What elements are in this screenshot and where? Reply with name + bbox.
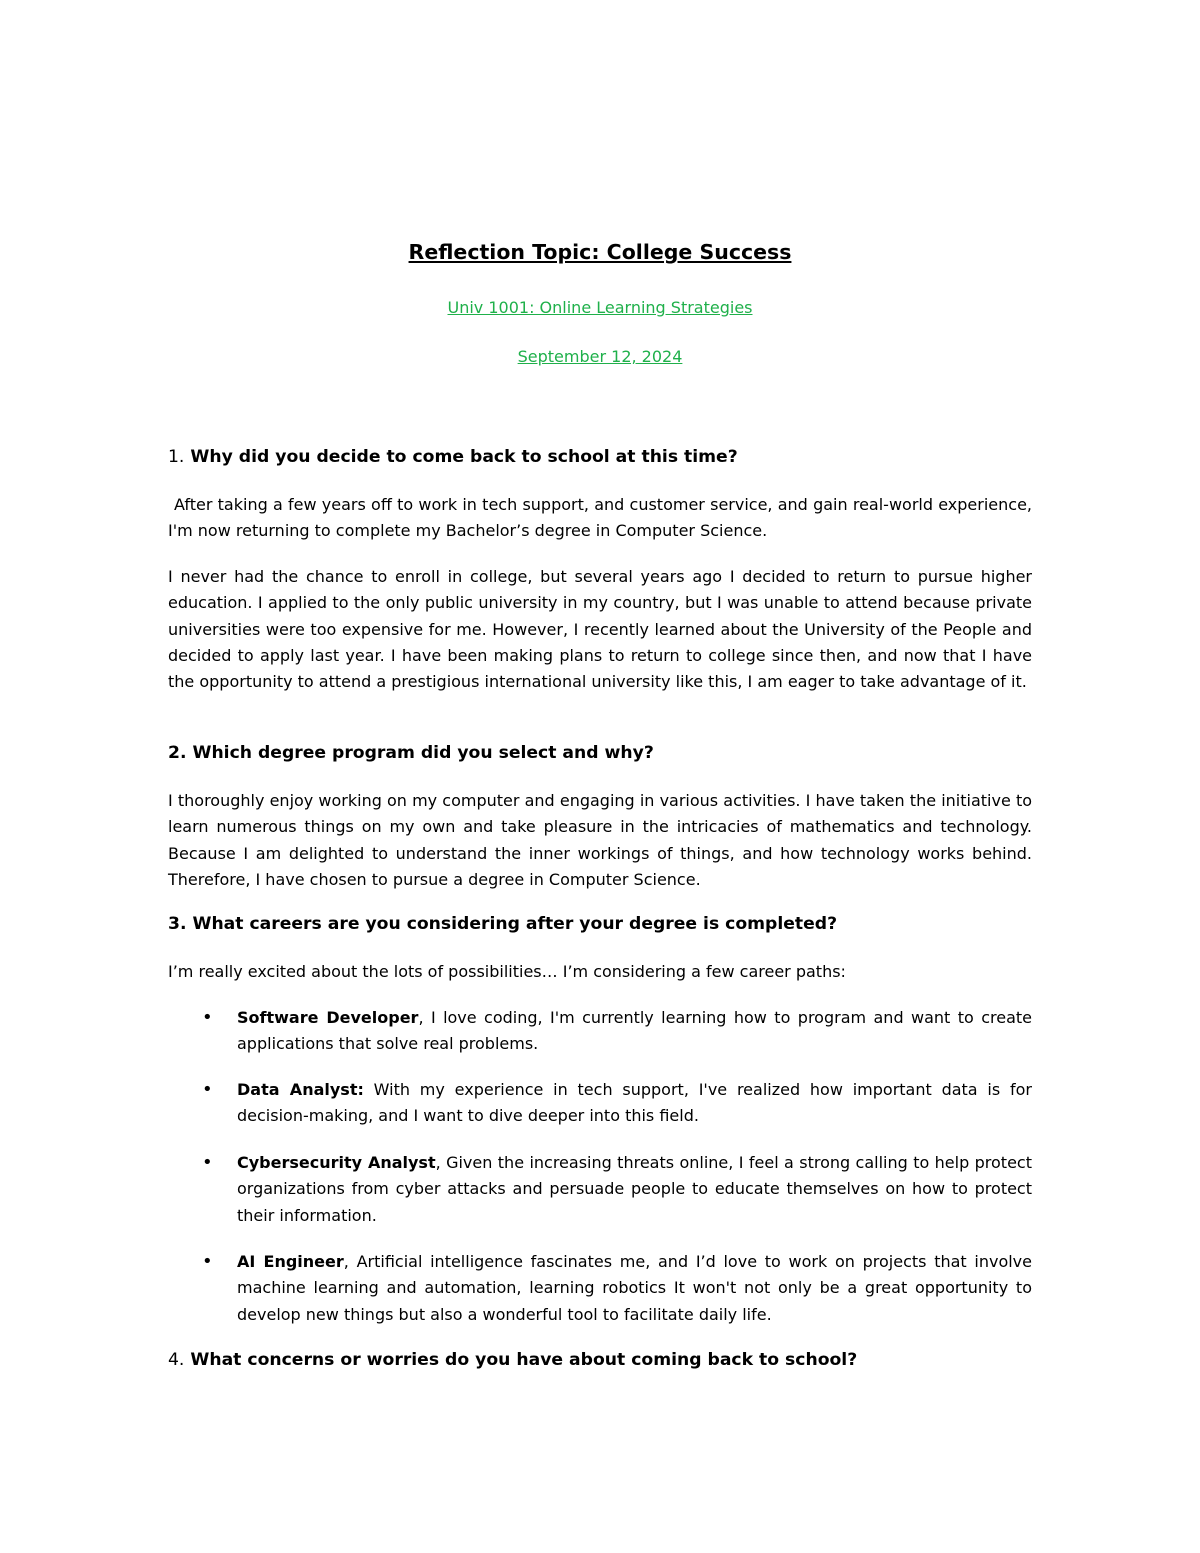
career-list-item [168, 1077, 1032, 1130]
q3-intro: I’m really excited about the lots of possibilities… I’m considering a few career paths: [168, 962, 846, 981]
question-text: Why did you decide to come back to school at this time? [190, 447, 738, 467]
career-description: , I love coding, I'm currently learning how to program and want to create applications that solve real problems. [237, 1008, 1032, 1054]
career-list-item [168, 1150, 1032, 1229]
question-number: 2. [168, 743, 187, 763]
career-term: AI Engineer [237, 1252, 344, 1271]
bullet-icon: • [202, 1079, 213, 1100]
q1-paragraph-1: After taking a few years off to work in tech support, and customer service, and gain real-world experience, I'm now returning to complete my Bachelor’s degree in Computer Science. [168, 495, 1032, 541]
career-list-item [168, 1249, 1032, 1328]
question-number: 4. [168, 1350, 185, 1370]
question-number: 3. [168, 914, 187, 934]
document-title: Reflection Topic: College Success [408, 240, 792, 264]
course-name: Univ 1001: Online Learning Strategies [447, 298, 753, 317]
question-text: What careers are you considering after your degree is completed? [192, 914, 838, 934]
question-2-heading [168, 743, 1032, 763]
bullet-icon: • [202, 1152, 213, 1173]
q1-paragraph-2: I never had the chance to enroll in college, but several years ago I decided to return to pursue higher education. I applied to the only public university in my country, but I was unable to attend because private universities were too expensive for me. However, I recently learned about the University of the People and decided to apply last year. I have been making plans to return to college since then, and now that I have the opportunity to attend a prestigious international university like this, I am eager to take advantage of it. [168, 567, 1032, 692]
question-4-heading [168, 1350, 1032, 1370]
career-term: Data Analyst: [237, 1080, 364, 1099]
career-description: , Artificial intelligence fascinates me, and I’d love to work on projects that involve machine learning and automation, learning robotics It won't not only be a great opportunity to develop new things but also a wonderful tool to facilitate daily life. [237, 1252, 1032, 1324]
bullet-icon: • [202, 1007, 213, 1028]
bullet-icon: • [202, 1251, 213, 1272]
question-3-heading [168, 914, 1032, 934]
q2-paragraph-1: I thoroughly enjoy working on my computer and engaging in various activities. I have taken the initiative to learn numerous things on my own and take pleasure in the intricacies of mathematics and technology. Because I am delighted to understand the inner workings of things, and how technology works behind. Therefore, I have chosen to pursue a degree in Computer Science. [168, 791, 1032, 889]
question-number: 1. [168, 447, 185, 467]
question-text: What concerns or worries do you have about coming back to school? [190, 1350, 858, 1370]
career-description: With my experience in tech support, I've realized how important data is for decision-making, and I want to dive deeper into this field. [237, 1080, 1033, 1126]
career-term: Software Developer [237, 1008, 419, 1027]
document-date: September 12, 2024 [517, 347, 683, 366]
question-1-heading [168, 447, 1032, 467]
question-text: Which degree program did you select and why? [192, 743, 654, 763]
career-term: Cybersecurity Analyst [237, 1153, 436, 1172]
career-list-item [168, 1005, 1032, 1058]
career-description: , Given the increasing threats online, I feel a strong calling to help protect organizations from cyber attacks and persuade people to educate themselves on how to protect their information. [237, 1153, 1032, 1225]
